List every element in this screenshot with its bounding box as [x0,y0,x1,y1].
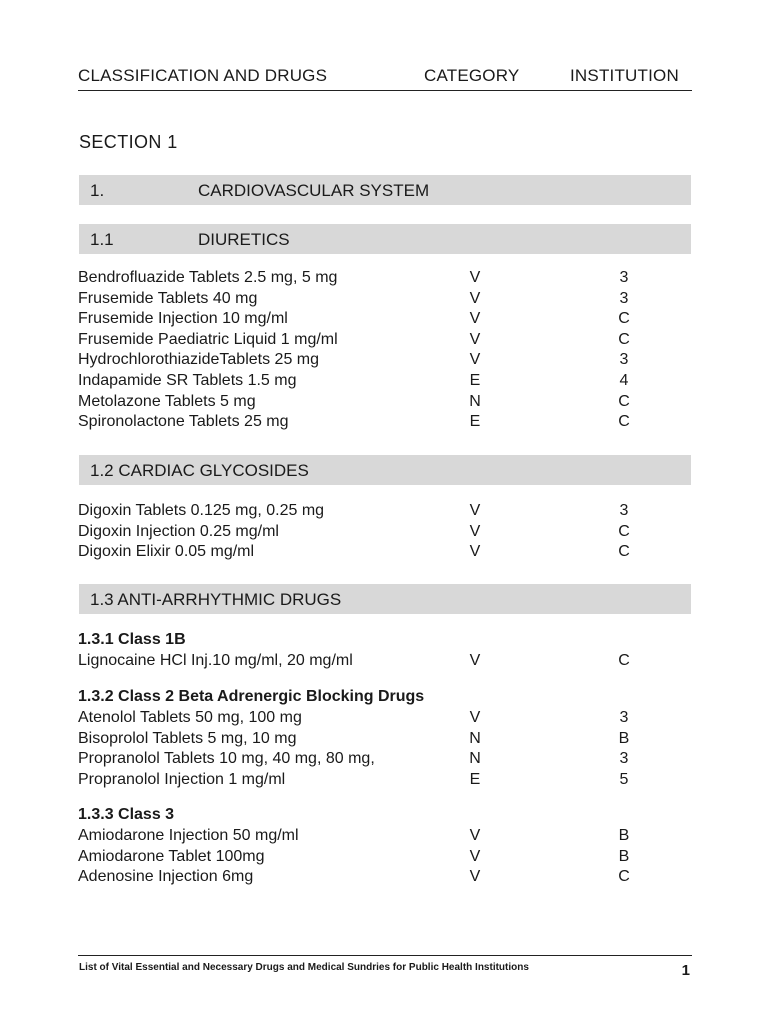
drug-row [78,412,692,433]
band-title: 1.2 CARDIAC GLYCOSIDES [90,461,309,480]
drug-institution: B [618,827,630,844]
drug-institution: C [618,392,630,410]
drug-row [78,770,692,791]
drug-institution: B [618,847,630,865]
drug-name: Amiodarone Tablet 100mg [78,847,265,865]
drug-institution: 4 [619,371,629,389]
drug-row [78,729,692,750]
drug-name: Propranolol Injection 1 mg/ml [78,770,286,788]
drug-name: Frusemide Injection 10 mg/ml [78,310,288,328]
footer-text: List of Vital Essential and Necessary Drugs and Medical Sundries for Public Health Institutions [79,962,529,973]
drug-row [78,651,692,672]
drug-name: Propranolol Tablets 10 mg, 40 mg, 80 mg, [78,750,375,768]
drug-row [78,309,692,330]
band-cardiac-glycosides [79,455,691,485]
subsection-class-3: 1.3.3 Class 3 [78,806,175,823]
section-title: SECTION 1 [79,132,178,152]
drug-name: HydrochlorothiazideTablets 25 mg [78,351,320,369]
drug-institution: C [618,543,630,561]
drug-row [78,749,692,770]
class2-list [78,708,692,790]
drug-name: Lignocaine HCl Inj.10 mg/ml, 20 mg/ml [78,652,353,669]
band-number: 1. [90,181,105,200]
drug-category: V [469,522,481,540]
header-institution: INSTITUTION [570,66,679,85]
drug-row [78,350,692,371]
band-number: 1.1 [90,230,114,249]
drug-name: Spironolactone Tablets 25 mg [78,413,289,431]
drug-category: V [469,652,481,669]
drug-name: Adenosine Injection 6mg [78,868,254,886]
drug-category: V [469,502,481,519]
drug-name: Frusemide Tablets 40 mg [78,289,258,307]
drug-category: N [469,729,481,747]
drug-category: V [469,289,481,307]
drug-row [78,847,692,868]
drug-row [78,867,692,888]
drug-category: V [469,269,481,286]
drug-institution: C [618,652,630,669]
glycosides-list [78,501,692,563]
drug-institution: C [618,868,630,886]
subsection-class-1b: 1.3.1 Class 1B [78,631,186,648]
drug-name: Bendrofluazide Tablets 2.5 mg, 5 mg [78,269,338,286]
drug-row [78,289,692,310]
drug-category: V [469,330,481,348]
band-diuretics [79,224,691,254]
drug-category: V [469,351,481,369]
header-classification: CLASSIFICATION AND DRUGS [78,66,328,85]
drug-institution: 3 [619,351,629,369]
drug-institution: C [618,310,630,328]
drug-name: Atenolol Tablets 50 mg, 100 mg [78,709,302,726]
diuretics-list [78,268,692,433]
drug-institution: C [618,522,630,540]
drug-row [78,708,692,729]
drug-category: V [469,709,481,726]
drug-name: Digoxin Injection 0.25 mg/ml [78,522,279,540]
drug-name: Frusemide Paediatric Liquid 1 mg/ml [78,330,338,348]
drug-row [78,522,692,543]
drug-row [78,501,692,522]
band-title: 1.3 ANTI-ARRHYTHMIC DRUGS [90,590,342,609]
drug-name: Digoxin Elixir 0.05 mg/ml [78,543,255,561]
drug-category: E [469,770,481,788]
column-header [78,66,692,91]
band-anti-arrhythmic [79,584,691,614]
drug-category: N [469,392,481,410]
drug-row [78,371,692,392]
drug-row [78,330,692,351]
drug-institution: 3 [619,502,629,519]
drug-institution: B [618,729,630,747]
drug-institution: C [618,330,630,348]
drug-category: V [469,847,481,865]
drug-row [78,392,692,413]
drug-category: V [469,868,481,886]
drug-institution: 5 [619,770,629,788]
drug-category: E [469,371,481,389]
drug-name: Indapamide SR Tablets 1.5 mg [78,371,297,389]
drug-category: N [469,750,481,768]
drug-institution: C [618,413,630,431]
drug-category: E [469,413,481,431]
drug-row [78,826,692,847]
page-number: 1 [681,962,690,979]
drug-row [78,542,692,563]
drug-category: V [469,827,481,844]
class3-list [78,826,692,888]
drug-row [78,268,692,289]
subsection-class-2: 1.3.2 Class 2 Beta Adrenergic Blocking Drugs [78,688,425,705]
drug-institution: 3 [619,269,629,286]
band-title: CARDIOVASCULAR SYSTEM [198,181,430,200]
page-footer [78,955,692,979]
drug-name: Metolazone Tablets 5 mg [78,392,256,410]
drug-category: V [469,310,481,328]
drug-name: Digoxin Tablets 0.125 mg, 0.25 mg [78,502,325,519]
drug-name: Amiodarone Injection 50 mg/ml [78,827,299,844]
drug-institution: 3 [619,750,629,768]
class1b-list [78,651,692,672]
drug-institution: 3 [619,289,629,307]
drug-institution: 3 [619,709,629,726]
drug-category: V [469,543,481,561]
header-category: CATEGORY [424,66,520,85]
drug-name: Bisoprolol Tablets 5 mg, 10 mg [78,729,297,747]
band-title: DIURETICS [198,230,290,249]
band-cardiovascular [79,175,691,205]
